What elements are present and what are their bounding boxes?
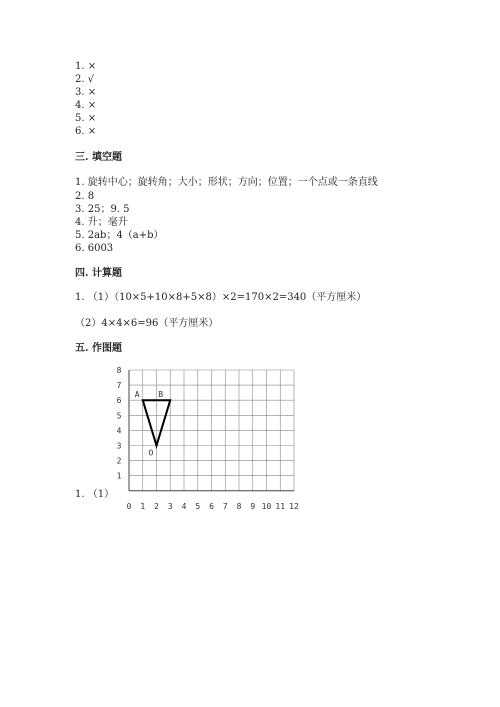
grid-lines (129, 370, 294, 491)
x-tick-label: 1 (140, 501, 146, 510)
judgement-answer-3: 3. × (75, 87, 97, 98)
coordinate-grid (110, 362, 320, 510)
fill-answer-1: 1. 旋转中心；旋转角；大小；形状；方向；位置；一个点或一条直线 (75, 177, 378, 188)
y-tick-label: 8 (116, 366, 122, 375)
x-tick-label: 0 (126, 501, 132, 510)
x-tick-label: 8 (236, 501, 242, 510)
y-tick-label: 6 (116, 396, 122, 406)
fill-answer-4: 4. 升；毫升 (75, 217, 128, 228)
drawing-answer-label: 1. （1） (75, 489, 115, 500)
x-tick-label: 12 (289, 501, 299, 510)
x-tick-label: 9 (250, 501, 256, 510)
x-axis-tick-labels (127, 502, 299, 510)
x-tick-label: 3 (167, 501, 173, 510)
y-tick-label: 1 (116, 471, 122, 481)
y-tick-label: 7 (116, 381, 122, 391)
y-tick-label: 2 (116, 456, 122, 466)
fill-answer-2: 2. 8 (75, 191, 95, 202)
judgement-answer-4: 4. × (75, 100, 97, 111)
section-heading-drawing: 五. 作图题 (75, 343, 122, 354)
x-tick-label: 7 (222, 501, 228, 510)
x-tick-label: 2 (154, 501, 159, 510)
section-heading-calculation: 四. 计算题 (75, 268, 122, 279)
judgement-answer-5: 5. × (75, 113, 97, 124)
x-tick-label: 5 (195, 501, 201, 510)
point-label-o: O (148, 448, 154, 458)
x-tick-label: 11 (275, 501, 286, 510)
point-label-b: B (158, 390, 164, 400)
fill-answer-6: 6. 6003 (75, 243, 114, 254)
y-tick-label: 5 (116, 411, 122, 421)
y-tick-label: 4 (116, 426, 122, 436)
judgement-answer-6: 6. × (75, 126, 97, 137)
fill-answer-3: 3. 25；9. 5 (75, 204, 130, 215)
calculation-answer-1: 1. （1）（10×5+10×8+5×8）×2=170×2=340（平方厘米） (75, 292, 367, 303)
judgement-answer-1: 1. × (75, 61, 97, 72)
fill-answer-5: 5. 2ab；4（a+b） (75, 230, 164, 241)
x-tick-label: 10 (261, 501, 272, 510)
point-label-a: A (134, 390, 140, 400)
judgement-answer-2: 2. √ (75, 74, 95, 85)
x-tick-label: 4 (181, 501, 187, 510)
x-tick-label: 6 (209, 501, 214, 510)
y-tick-label: 3 (116, 441, 122, 451)
calculation-answer-2: （2）4×4×6=96（平方厘米） (75, 318, 219, 329)
y-axis-tick-labels (117, 366, 122, 481)
section-heading-fill-blank: 三. 填空题 (75, 152, 122, 163)
